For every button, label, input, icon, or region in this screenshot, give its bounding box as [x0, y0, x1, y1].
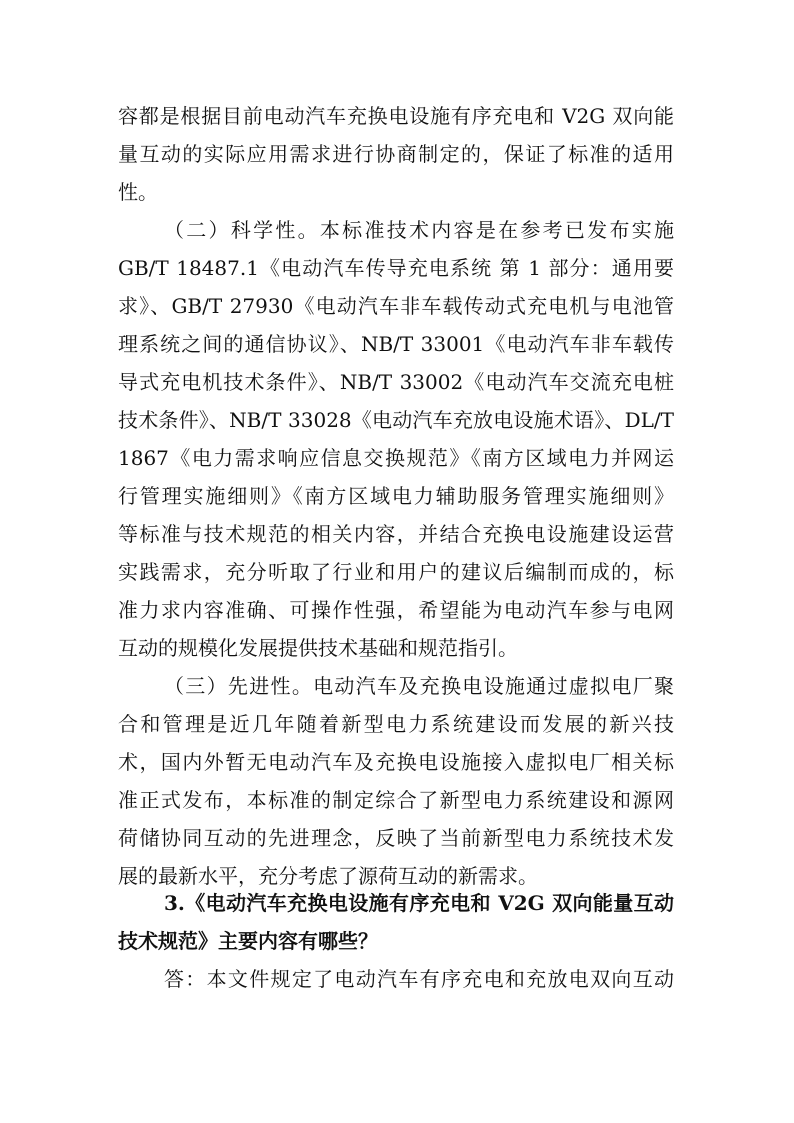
answer-line: 答：本文件规定了电动汽车有序充电和充放电双向互动: [164, 967, 674, 991]
text-line: 量互动的实际应用需求进行协商制定的，保证了标准的适用: [118, 142, 674, 166]
text-line: 术，国内外暂无电动汽车及充换电设施接入虚拟电厂相关标: [118, 750, 674, 774]
text-line: 行管理实施细则》《南方区域电力辅助服务管理实施细则》: [118, 484, 674, 508]
text-line: 展的最新水平，充分考虑了源荷互动的新需求。: [118, 864, 538, 888]
text-line: 技术条件》、NB/T 33028《电动汽车充放电设施术语》、DL/T: [118, 408, 674, 432]
text-line: 1867《电力需求响应信息交换规范》《南方区域电力并网运: [118, 446, 674, 470]
text-line: GB/T 18487.1《电动汽车传导充电系统 第 1 部分：通用要: [118, 256, 674, 280]
text-line: 理系统之间的通信协议》、NB/T 33001《电动汽车非车载传: [118, 332, 674, 356]
text-line: 等标准与技术规范的相关内容，并结合充换电设施建设运营: [118, 522, 674, 546]
text-line: 合和管理是近几年随着新型电力系统建设而发展的新兴技: [118, 712, 674, 736]
text-line: 互动的规模化发展提供技术基础和规范指引。: [118, 636, 518, 660]
text-line: （二）科学性。本标准技术内容是在参考已发布实施: [164, 218, 674, 242]
text-line: 荷储协同互动的先进理念，反映了当前新型电力系统技术发: [118, 826, 674, 850]
text-line: 容都是根据目前电动汽车充换电设施有序充电和 V2G 双向能: [118, 104, 674, 128]
text-line: 导式充电机技术条件》、NB/T 33002《电动汽车交流充电桩: [118, 370, 674, 394]
text-line: 准力求内容准确、可操作性强，希望能为电动汽车参与电网: [118, 598, 674, 622]
text-line: 准正式发布，本标准的制定综合了新型电力系统建设和源网: [118, 788, 674, 812]
text-line: 性。: [118, 180, 158, 204]
text-line: 求》、GB/T 27930《电动汽车非车载传动式充电机与电池管: [118, 294, 674, 318]
question-line: 3.《电动汽车充换电设施有序充电和 V2G 双向能量互动: [164, 891, 674, 915]
text-line: （三）先进性。电动汽车及充换电设施通过虚拟电厂聚: [164, 674, 674, 698]
question-line: 技术规范》主要内容有哪些？: [118, 929, 378, 953]
text-line: 实践需求，充分听取了行业和用户的建议后编制而成的，标: [118, 560, 674, 584]
